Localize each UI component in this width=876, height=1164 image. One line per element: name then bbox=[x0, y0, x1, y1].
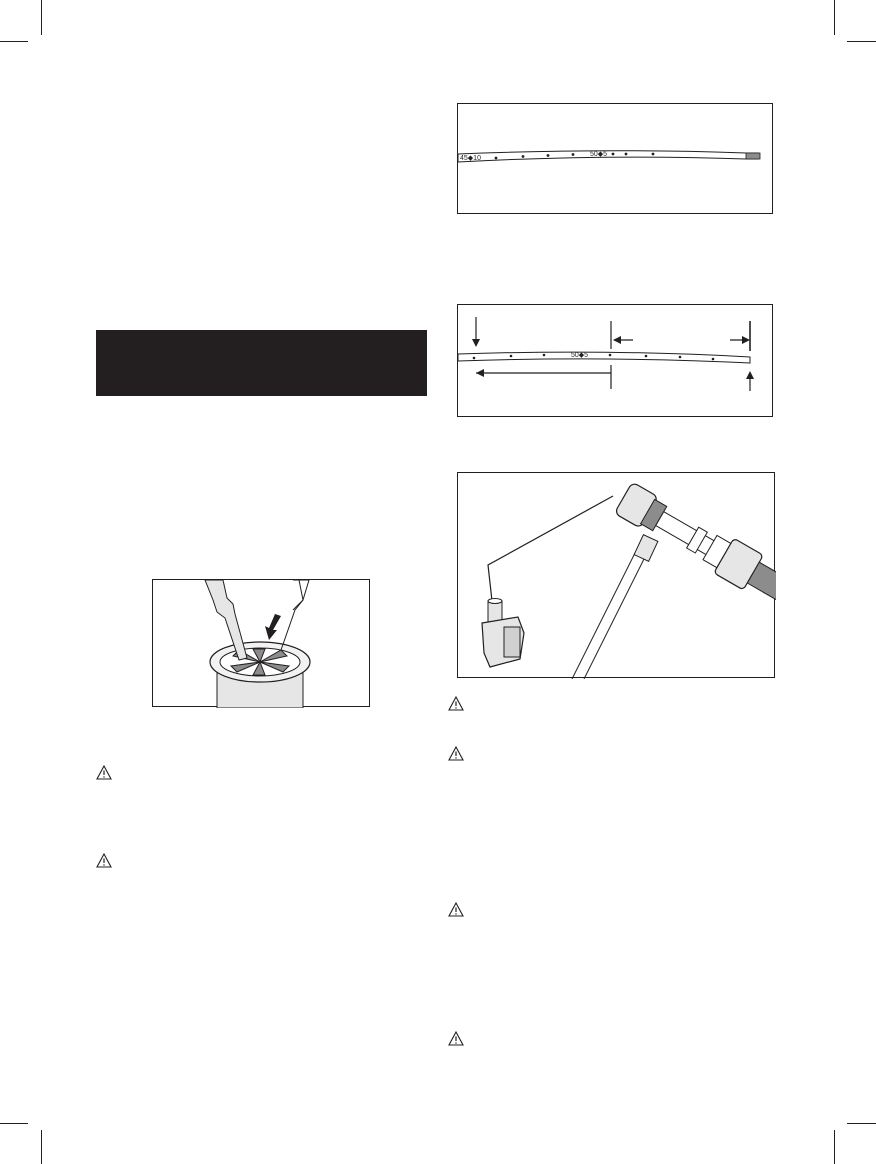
crop-mark bbox=[0, 41, 28, 42]
section-heading-bar bbox=[96, 330, 427, 396]
crop-mark bbox=[41, 1130, 42, 1164]
catheter-measurement-figure bbox=[457, 304, 773, 417]
warning-icon bbox=[448, 1031, 464, 1046]
warning-icon bbox=[96, 765, 112, 780]
catheter-figure bbox=[457, 103, 773, 214]
crop-mark bbox=[834, 0, 835, 35]
connector-assembly-figure bbox=[457, 472, 775, 678]
catheter-marking-left: 45◆10 bbox=[460, 155, 481, 162]
crop-mark bbox=[834, 1130, 835, 1164]
warning-icon bbox=[448, 902, 464, 917]
crop-mark bbox=[847, 41, 876, 42]
warning-icon bbox=[448, 746, 464, 761]
warning-icon bbox=[448, 696, 464, 711]
crop-mark bbox=[41, 0, 42, 35]
crop-mark bbox=[0, 1123, 28, 1124]
catheter-marking-mid: 50◆5 bbox=[571, 352, 589, 359]
catheter-marking-mid: 50◆5 bbox=[590, 151, 608, 158]
warning-icon bbox=[96, 853, 112, 868]
crop-mark bbox=[847, 1123, 876, 1124]
valve-insertion-figure bbox=[152, 579, 370, 707]
